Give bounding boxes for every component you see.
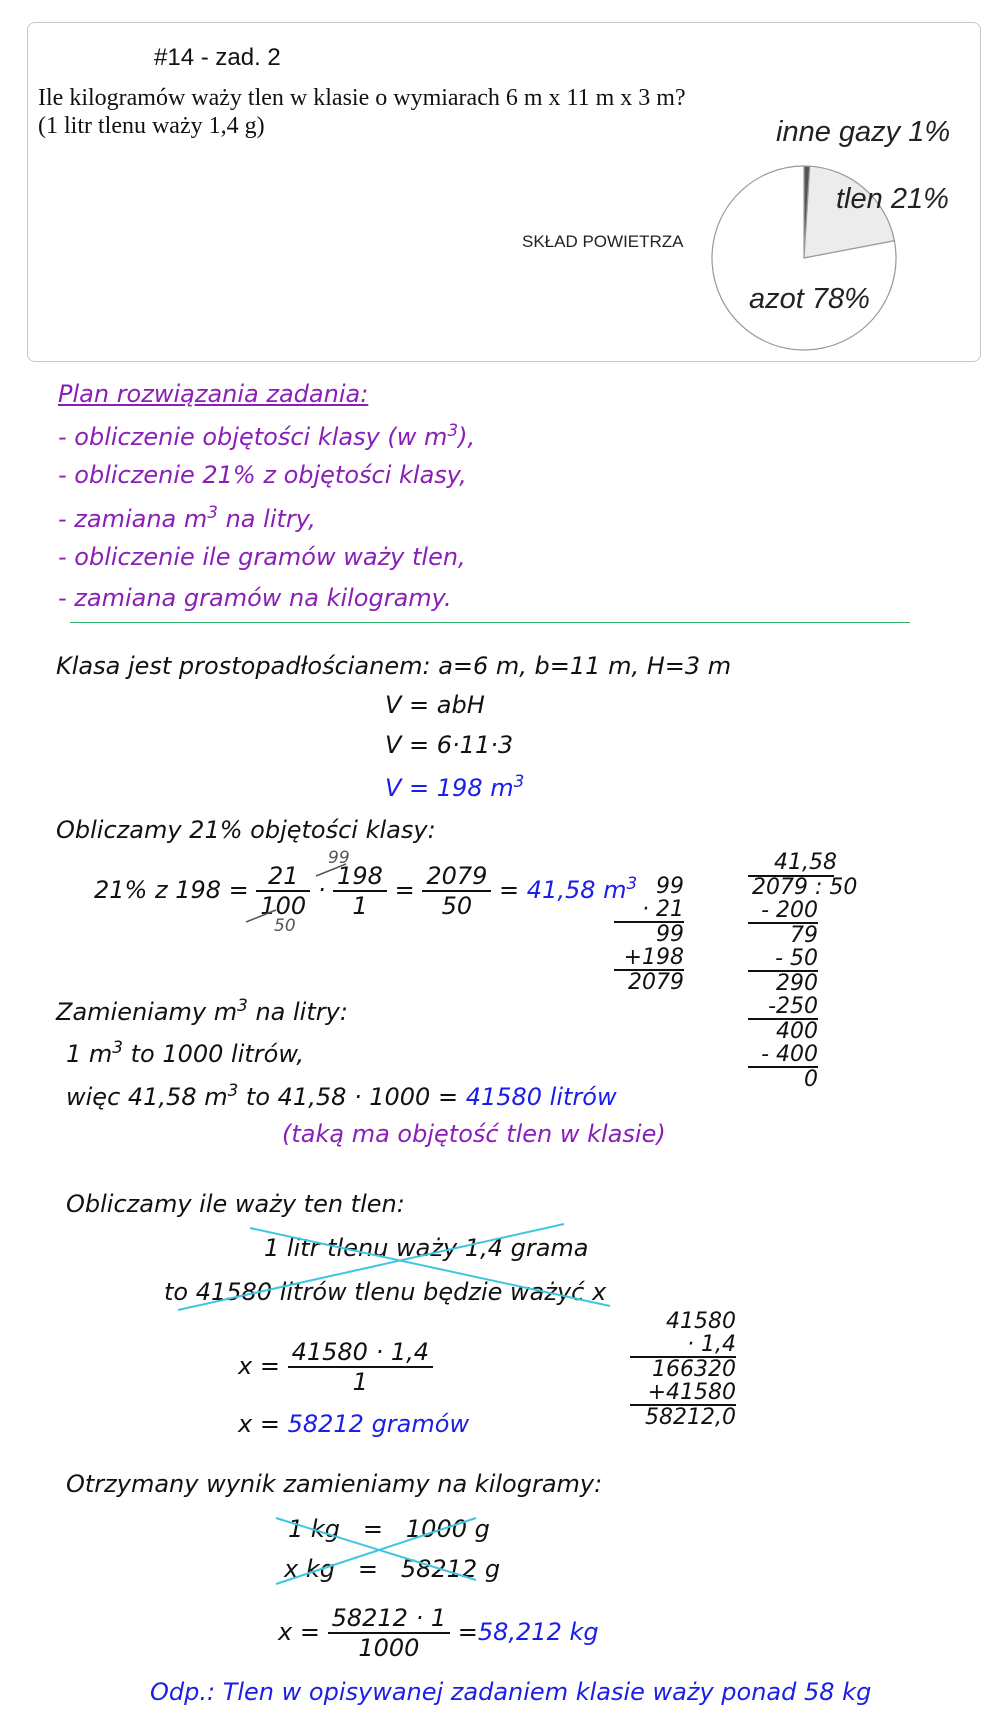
- plan-item-4: - obliczenie ile gramów waży tlen,: [58, 543, 466, 571]
- div1-dividend: 2079 : 50: [752, 875, 858, 900]
- divider: [70, 622, 910, 623]
- cross-strokes-weight: [170, 1222, 620, 1322]
- percent-equation: 21% z 198 = $\frac{21}{100}$ · $\frac{198}{1}$ = $\frac{2079}{50}$ = 41,58 $m^3$: [94, 862, 638, 920]
- volume-intro: Klasa jest prostopadłościanem: a=6 m, b=11 m, H=3 m: [56, 652, 732, 680]
- weight-prop2: to 41580 litrów tlenu będzie ważyć x: [164, 1278, 607, 1306]
- percent-cancel-bottom: 50: [274, 916, 296, 936]
- mult2-column: 41580 · 1,4 166320 +41580 58212,0: [630, 1310, 736, 1429]
- task-title: #14 - zad. 2: [154, 44, 281, 71]
- liters-heading: Zamieniamy $m^3$ na litry:: [56, 995, 348, 1026]
- weight-equation: x = $\frac{41580 \cdot 1,4}{1}$: [238, 1338, 433, 1396]
- mult1-column: 99 · 21 99 +198 2079: [614, 875, 684, 994]
- volume-substitution: V = 6·11·3: [385, 731, 514, 759]
- pie-label-other: inne gazy 1%: [776, 116, 951, 148]
- task-question: Ile kilogramów waży tlen w klasie o wymiarach 6 m x 11 m x 3 m?: [38, 85, 686, 111]
- percent-heading: Obliczamy 21% objętości klasy:: [56, 816, 436, 844]
- pie-label-oxygen: tlen 21%: [836, 183, 949, 215]
- liters-line2: więc 41,58 $m^3$ to 41,58 · 1000 = 41580 litrów: [66, 1080, 617, 1111]
- cross-strokes-kilo: [270, 1510, 490, 1590]
- kilo-prop1: 1 kg = 1000 g: [288, 1515, 490, 1543]
- plan-item-5: - zamiana gramów na kilogramy.: [58, 584, 452, 612]
- plan-item-3: - zamiana $m^3$ na litry,: [58, 502, 316, 533]
- pie-label-nitrogen: azot 78%: [749, 283, 870, 315]
- weight-heading: Obliczamy ile waży ten tlen:: [66, 1190, 405, 1218]
- liters-note: (taką ma objętość tlen w klasie): [282, 1120, 666, 1148]
- weight-result: x = 58212 gramów: [238, 1410, 470, 1438]
- kilo-heading: Otrzymany wynik zamieniamy na kilogramy:: [66, 1470, 603, 1498]
- volume-formula: V = abH: [385, 691, 485, 719]
- task-note: (1 litr tlenu waży 1,4 g): [38, 113, 265, 139]
- cancel-strokes: [240, 860, 360, 940]
- kilo-equation: x = $\frac{58212 \cdot 1}{1000}$ =58,212 kg: [278, 1604, 599, 1662]
- weight-prop1: 1 litr tlenu waży 1,4 grama: [264, 1234, 589, 1262]
- pie-title: SKŁAD POWIETRZA: [522, 232, 684, 251]
- percent-cancel-top: 99: [328, 848, 350, 868]
- liters-line1: 1 $m^3$ to 1000 litrów,: [66, 1037, 305, 1068]
- plan-heading: Plan rozwiązania zadania:: [58, 380, 369, 408]
- kilo-prop2: x kg = 58212 g: [284, 1555, 501, 1583]
- plan-item-1: - obliczenie objętości klasy (w $m^3$),: [58, 420, 476, 451]
- plan-item-2: - obliczenie 21% z objętości klasy,: [58, 461, 467, 489]
- volume-result: V = 198 $m^3$: [385, 771, 525, 802]
- div1-steps: - 200 79 - 50 290 -250 400 - 400 0: [728, 899, 818, 1091]
- answer: Odp.: Tlen w opisywanej zadaniem klasie waży ponad 58 kg: [150, 1678, 872, 1706]
- div1-quotient: 41,58: [774, 850, 837, 875]
